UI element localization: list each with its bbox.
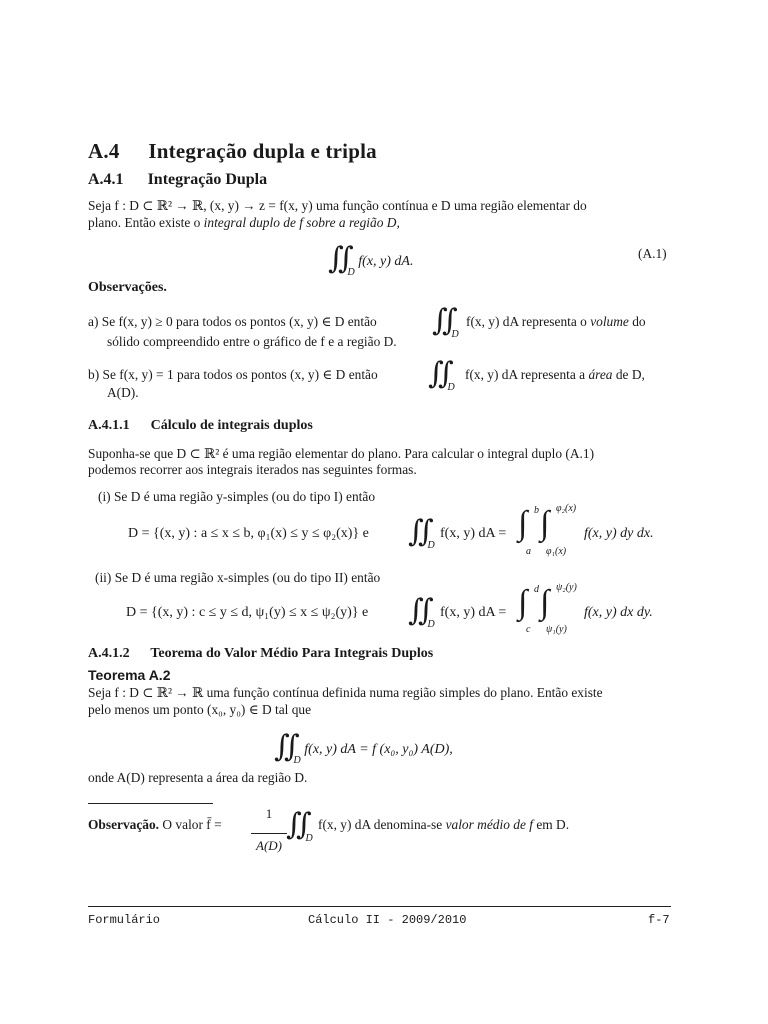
- obs-b-line-2: A(D).: [107, 385, 139, 400]
- subsub1-line-1: Suponha-se que D ⊂ ℝ² é uma região elementar do plano. Para calcular o integral duplo (A.1): [88, 446, 595, 461]
- obs-b-area: área: [588, 367, 613, 382]
- case-ii-inner-upper: ψ₂(y): [556, 582, 577, 593]
- case-ii-inner-lower: ψ₁(y): [546, 624, 567, 635]
- note-fraction: [251, 806, 287, 854]
- note-frac-num: 1: [265, 806, 273, 821]
- footer-left: Formulário: [88, 913, 161, 927]
- obs-a-integral: [432, 300, 459, 340]
- note-label: Observação.: [88, 817, 160, 832]
- integral-domain: D: [427, 619, 435, 630]
- footer-page-number: f-7: [648, 913, 670, 927]
- obs-a-line-1-post: [466, 313, 646, 330]
- case-i-inner-upper: φ₂(x): [556, 503, 577, 514]
- theorem-after: onde A(D) representa a área da região D.: [88, 770, 308, 785]
- subsub1-title: Cálculo de integrais duplos: [150, 418, 313, 433]
- case-i-end: f(x, y) dy dx.: [584, 526, 654, 541]
- case-ii-outer-upper: d: [534, 584, 539, 595]
- case-ii-inner-integral: ∫: [540, 584, 550, 621]
- subsection-number: A.4.1: [88, 171, 124, 188]
- case-ii-outer-integral: ∫: [518, 584, 528, 621]
- note-integral: [286, 804, 313, 844]
- integral-domain: D: [347, 267, 355, 278]
- note-italic: valor médio de f: [445, 817, 533, 832]
- case-ii-end: f(x, y) dx dy.: [584, 605, 653, 620]
- integral-domain: D: [447, 382, 455, 393]
- note-frac-line: [251, 833, 287, 834]
- case-i-mid: f(x, y) dA =: [440, 526, 507, 541]
- double-integral-symbol: ∬: [286, 808, 306, 841]
- equation-a1: [328, 238, 414, 278]
- section-number: A.4: [88, 139, 120, 163]
- double-integral-symbol: ∬: [408, 515, 428, 548]
- note-end: em D.: [532, 817, 570, 832]
- obs-b-post-end: de D,: [612, 367, 645, 382]
- obs-a-volume: volume: [590, 314, 629, 329]
- obs-a-post-text: f(x, y) dA representa o: [466, 314, 591, 329]
- theorem-line-1: Seja f : D ⊂ ℝ² → ℝ uma função contínua definida numa região simples do plano. Então existe: [88, 685, 603, 700]
- obs-b-line-1-post: [465, 366, 645, 383]
- note-mid: f(x, y) dA denomina-se: [318, 817, 446, 832]
- case-i-outer-integral: ∫: [518, 505, 528, 542]
- footer-center: Cálculo II - 2009/2010: [308, 913, 467, 927]
- case-ii-text: (ii) Se D é uma região x-simples (ou do tipo II) então: [95, 570, 381, 585]
- subsection-heading: [88, 171, 267, 189]
- case-i-inner-lower: φ₁(x): [546, 546, 567, 557]
- double-integral-symbol: ∬: [428, 357, 448, 390]
- section-title: Integração dupla e tripla: [148, 139, 377, 163]
- equation-a1-expression: f(x, y) dA.: [358, 254, 414, 269]
- subsub2-number: A.4.1.2: [88, 646, 130, 661]
- section-heading: [88, 139, 377, 164]
- subsub2-heading: [88, 646, 433, 662]
- double-integral-symbol: ∬: [408, 594, 428, 627]
- integral-domain: D: [451, 329, 459, 340]
- note-pre: O valor f̄ =: [162, 817, 222, 832]
- footer-rule: [88, 906, 671, 907]
- intro-line-2-plain: plano. Então existe o: [88, 215, 204, 230]
- case-ii-outer-lower: c: [526, 624, 531, 635]
- subsub2-title: Teorema do Valor Médio Para Integrais Duplos: [150, 646, 434, 661]
- intro-line-2-italic: integral duplo de f sobre a região D,: [203, 215, 400, 230]
- obs-a-line-2: sólido compreendido entre o gráfico de f e a região D.: [107, 334, 397, 349]
- theorem-title: Teorema A.2: [88, 667, 171, 683]
- case-i-outer-upper: b: [534, 505, 539, 516]
- double-integral-symbol: ∬: [432, 304, 452, 337]
- obs-b-line-1-pre: b) Se f(x, y) = 1 para todos os pontos (x, y) ∈ D então: [88, 367, 378, 382]
- theorem-equation: [274, 726, 453, 766]
- note-frac-den: A(D): [256, 838, 282, 853]
- obs-a-line-1-pre: a) Se f(x, y) ≥ 0 para todos os pontos (x, y) ∈ D então: [88, 314, 377, 329]
- note-rule: [88, 803, 213, 804]
- case-ii-mid: f(x, y) dA =: [440, 605, 507, 620]
- subsub1-heading: [88, 418, 313, 434]
- subsub1-line-2: podemos recorrer aos integrais iterados nas seguintes formas.: [88, 462, 417, 477]
- integral-domain: D: [427, 540, 435, 551]
- integral-domain: D: [305, 833, 313, 844]
- obs-b-integral: [428, 353, 455, 393]
- observacoes-title: Observações.: [88, 280, 167, 295]
- equation-number: (A.1): [638, 246, 667, 261]
- case-i-set: D = {(x, y) : a ≤ x ≤ b, φ₁(x) ≤ y ≤ φ₂(x)} e: [128, 526, 369, 541]
- note-tail: [318, 816, 569, 833]
- obs-b-post-text: f(x, y) dA representa a: [465, 367, 589, 382]
- case-i-outer-lower: a: [526, 546, 531, 557]
- double-integral-symbol: ∬: [274, 730, 294, 763]
- theorem-equation-expression: f(x, y) dA = f (x₀, y₀) A(D),: [304, 742, 453, 757]
- case-i-double-integral: [408, 511, 435, 551]
- integral-domain: D: [293, 755, 301, 766]
- intro-line-2: [88, 214, 400, 231]
- case-ii-double-integral: [408, 590, 435, 630]
- intro-line-1: Seja f : D ⊂ ℝ² → ℝ, (x, y) → z = f(x, y) uma função contínua e D uma região elementar do: [88, 198, 587, 213]
- theorem-line-2: pelo menos um ponto (x₀, y₀) ∈ D tal que: [88, 702, 312, 717]
- case-ii-set: D = {(x, y) : c ≤ y ≤ d, ψ₁(y) ≤ x ≤ ψ₂(y)} e: [126, 605, 369, 620]
- double-integral-symbol: ∬: [328, 242, 348, 275]
- subsub1-number: A.4.1.1: [88, 418, 130, 433]
- case-i-text: (i) Se D é uma região y-simples (ou do tipo I) então: [98, 489, 376, 504]
- obs-a-post-end: do: [628, 314, 646, 329]
- note-line: [88, 816, 222, 833]
- case-i-inner-integral: ∫: [540, 505, 550, 542]
- subsection-title: Integração Dupla: [147, 171, 268, 188]
